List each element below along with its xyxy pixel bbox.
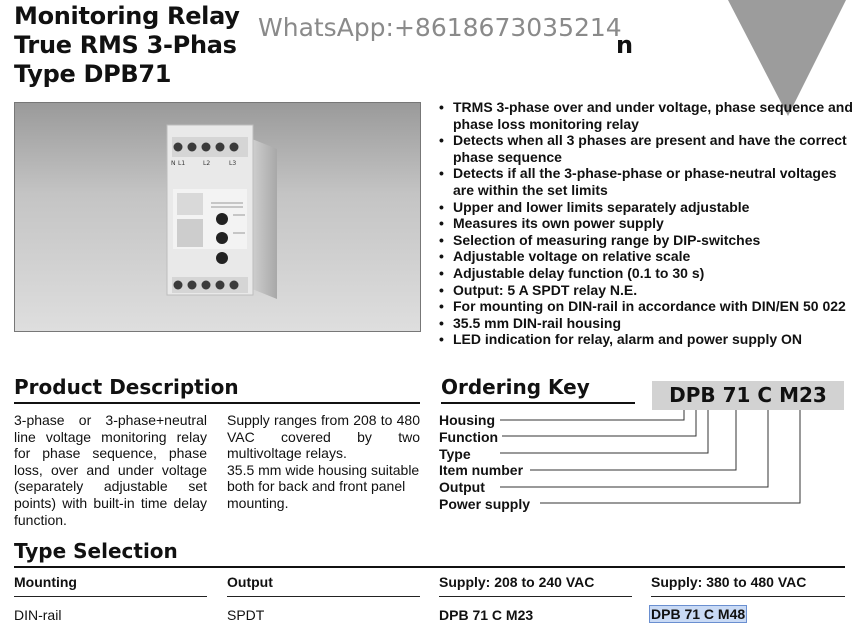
product-description-supply: Supply ranges from 208 to 480 VAC covered by two multivoltage relays.	[227, 412, 420, 462]
page-title	[14, 2, 240, 89]
terminal-label-l1: L1	[178, 160, 186, 167]
ordering-key-item-number: Item number	[439, 462, 527, 478]
terminal-label-l3: L3	[229, 160, 237, 167]
column-header-output: Output	[227, 574, 273, 590]
feature-item: • 35.5 mm DIN-rail housing	[438, 315, 858, 332]
feature-item: • Measures its own power supply	[438, 215, 858, 232]
ordering-key-function: Function	[439, 429, 502, 445]
feature-item: • Adjustable voltage on relative scale	[438, 248, 858, 265]
ordering-key-output: Output	[439, 479, 489, 495]
ordering-key-heading: Ordering Key	[441, 375, 590, 399]
title-line-2: True RMS 3-Phas	[14, 31, 237, 59]
title-line-3: Type DPB71	[14, 60, 172, 88]
feature-item: • Upper and lower limits separately adjustable	[438, 199, 858, 216]
ordering-key-type: Type	[439, 446, 475, 462]
relay-illustration	[15, 103, 420, 331]
column-header-supply-380: Supply: 380 to 480 VAC	[651, 574, 807, 590]
type-selection-heading: Type Selection	[14, 539, 178, 563]
product-photo	[14, 102, 421, 332]
table-divider	[651, 596, 845, 597]
ordering-key-power-supply: Power supply	[439, 496, 534, 512]
feature-item: • Adjustable delay function (0.1 to 30 s)	[438, 265, 858, 282]
product-description-col1: 3-phase or 3-phase+neutral line voltage monitoring relay for phase sequence, phase loss, over and under voltage (separately adjustable set points) with built-in time delay function.	[14, 412, 207, 528]
feature-item: • Detects when all 3 phases are present and have the correct phase sequence	[438, 132, 858, 165]
feature-item: • Selection of measuring range by DIP-switches	[438, 232, 858, 249]
column-header-supply-208: Supply: 208 to 240 VAC	[439, 574, 595, 590]
section-divider	[441, 402, 635, 404]
cell-mounting: DIN-rail	[14, 607, 62, 623]
feature-item: • Output: 5 A SPDT relay N.E.	[438, 282, 858, 299]
column-header-mounting: Mounting	[14, 574, 77, 590]
feature-list	[438, 99, 858, 348]
watermark: WhatsApp:+8618673035214	[258, 13, 622, 42]
title-line-2-tail: n	[616, 31, 634, 59]
feature-item: • For mounting on DIN-rail in accordance with DIN/EN 50 022	[438, 298, 858, 315]
feature-item: • LED indication for relay, alarm and power supply ON	[438, 331, 858, 348]
terminal-label-n: N	[171, 160, 176, 167]
section-divider	[14, 402, 420, 404]
feature-item: • TRMS 3-phase over and under voltage, phase sequence and phase loss monitoring relay	[438, 99, 858, 132]
product-description-col2	[227, 412, 420, 512]
product-description-housing: 35.5 mm wide housing suitable both for back and front panel mounting.	[227, 461, 420, 511]
table-divider	[439, 596, 632, 597]
feature-item: • Detects if all the 3-phase-phase or phase-neutral voltages are within the set limits	[438, 165, 858, 198]
cell-model-m48-selected[interactable]: DPB 71 C M48	[651, 606, 746, 622]
ordering-key-code: DPB 71 C M23	[652, 381, 844, 410]
product-description-heading: Product Description	[14, 375, 239, 399]
cell-output: SPDT	[227, 607, 265, 623]
table-divider	[14, 596, 207, 597]
table-divider	[227, 596, 420, 597]
cell-model-m23: DPB 71 C M23	[439, 607, 534, 623]
terminal-label-l2: L2	[203, 160, 211, 167]
section-divider	[14, 566, 845, 568]
title-line-1: Monitoring Relay	[14, 2, 240, 30]
ordering-key-housing: Housing	[439, 412, 499, 428]
